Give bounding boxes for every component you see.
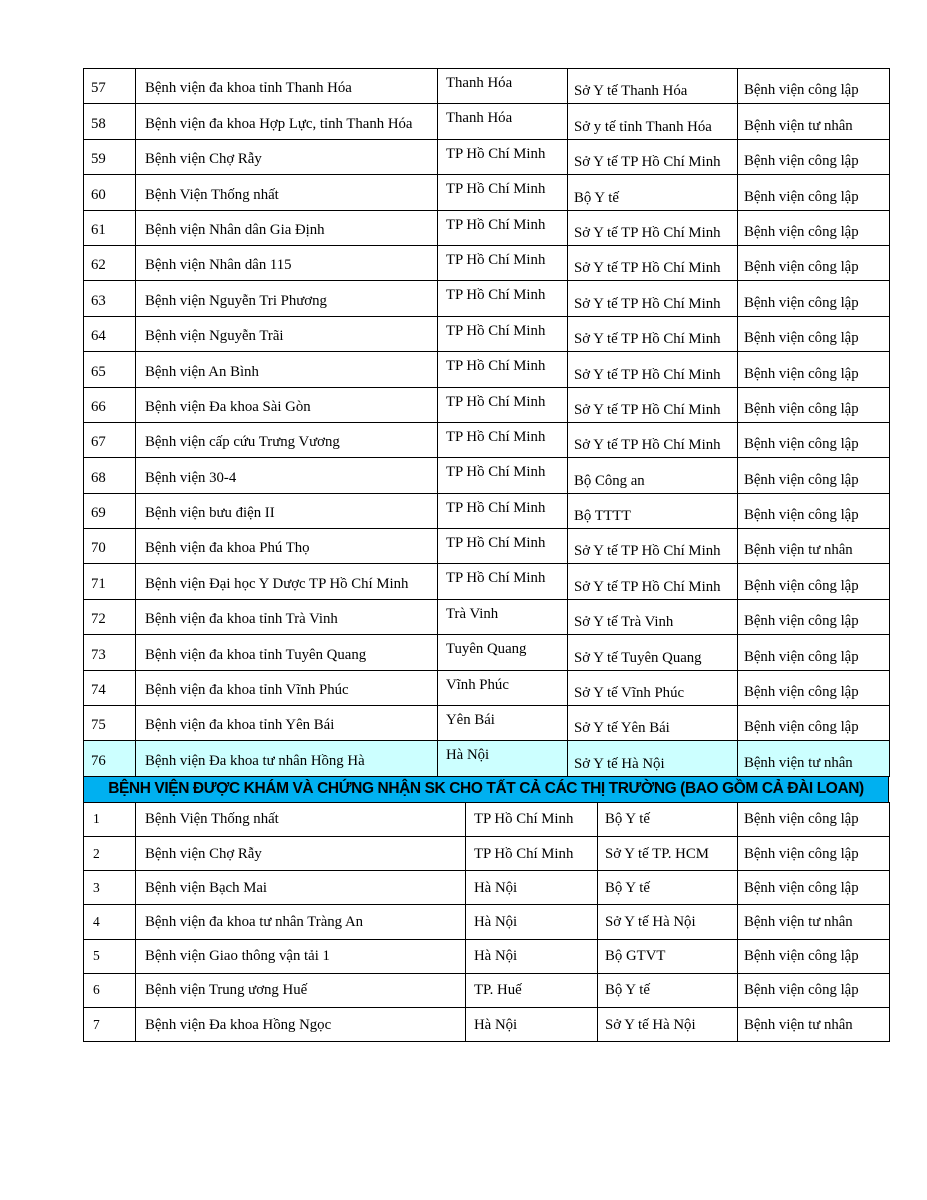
cell-no: 74: [84, 670, 136, 705]
table-row: [84, 422, 890, 457]
hospital-table-continued-body: [84, 69, 890, 777]
cell-name: Bệnh viện Giao thông vận tải 1: [136, 939, 466, 973]
cell-name: Bệnh viện bưu điện II: [136, 493, 438, 528]
table-row: [84, 837, 890, 871]
cell-province: TP Hồ Chí Minh: [438, 529, 568, 564]
table-row: [84, 871, 890, 905]
table-row: [84, 139, 890, 174]
cell-authority: Bộ GTVT: [598, 939, 738, 973]
cell-authority: Sở Y tế Yên Bái: [568, 706, 738, 741]
table-row: [84, 69, 890, 104]
cell-no: 7: [84, 1007, 136, 1041]
cell-name: Bệnh viện Đa khoa tư nhân Hồng Hà: [136, 741, 438, 776]
table-row: [84, 939, 890, 973]
cell-name: Bệnh viện Đa khoa Hồng Ngọc: [136, 1007, 466, 1041]
table-row: [84, 175, 890, 210]
cell-type: Bệnh viện công lập: [738, 245, 890, 280]
cell-no: 1: [84, 802, 136, 836]
cell-no: 63: [84, 281, 136, 316]
table-row: [84, 670, 890, 705]
cell-province: TP Hồ Chí Minh: [438, 493, 568, 528]
cell-authority: Sở Y tế Thanh Hóa: [568, 69, 738, 104]
cell-province: TP Hồ Chí Minh: [438, 210, 568, 245]
hospital-table-continued: [83, 68, 890, 777]
cell-type: Bệnh viện tư nhân: [738, 741, 890, 776]
cell-province: TP Hồ Chí Minh: [466, 802, 598, 836]
cell-no: 66: [84, 387, 136, 422]
cell-authority: Sở Y tế TP Hồ Chí Minh: [568, 281, 738, 316]
cell-province: Trà Vinh: [438, 599, 568, 634]
table-row: [84, 281, 890, 316]
cell-authority: Sở Y tế TP Hồ Chí Minh: [568, 387, 738, 422]
cell-no: 5: [84, 939, 136, 973]
cell-province: Hà Nội: [466, 871, 598, 905]
cell-no: 75: [84, 706, 136, 741]
cell-province: TP Hồ Chí Minh: [438, 139, 568, 174]
cell-authority: Sở Y tế Trà Vinh: [568, 599, 738, 634]
cell-province: TP Hồ Chí Minh: [438, 245, 568, 280]
cell-authority: Sở Y tế Vĩnh Phúc: [568, 670, 738, 705]
cell-name: Bệnh viện 30-4: [136, 458, 438, 493]
cell-type: Bệnh viện công lập: [738, 670, 890, 705]
cell-province: TP Hồ Chí Minh: [438, 458, 568, 493]
cell-province: TP Hồ Chí Minh: [438, 387, 568, 422]
cell-province: Hà Nội: [466, 905, 598, 939]
cell-type: Bệnh viện công lập: [738, 352, 890, 387]
table-row: [84, 245, 890, 280]
cell-province: Thanh Hóa: [438, 69, 568, 104]
section-header-title: BỆNH VIỆN ĐƯỢC KHÁM VÀ CHỨNG NHẬN SK CHO TẤT CẢ CÁC THỊ TRƯỜNG (BAO GỒM CẢ ĐÀI LOAN): [108, 780, 864, 798]
cell-no: 61: [84, 210, 136, 245]
cell-no: 59: [84, 139, 136, 174]
cell-no: 60: [84, 175, 136, 210]
table-row: [84, 599, 890, 634]
cell-province: TP Hồ Chí Minh: [438, 316, 568, 351]
cell-name: Bệnh viện Đa khoa Sài Gòn: [136, 387, 438, 422]
table-row: [84, 493, 890, 528]
cell-province: TP Hồ Chí Minh: [466, 837, 598, 871]
cell-type: Bệnh viện tư nhân: [738, 905, 890, 939]
cell-province: TP Hồ Chí Minh: [438, 175, 568, 210]
cell-name: Bệnh viện đa khoa tư nhân Tràng An: [136, 905, 466, 939]
cell-authority: Bộ TTTT: [568, 493, 738, 528]
cell-type: Bệnh viện công lập: [738, 69, 890, 104]
cell-name: Bệnh viện Chợ Rẫy: [136, 139, 438, 174]
cell-name: Bệnh viện đa khoa tỉnh Thanh Hóa: [136, 69, 438, 104]
cell-type: Bệnh viện công lập: [738, 316, 890, 351]
hospital-table-all-markets-body: [84, 802, 890, 1041]
cell-authority: Sở Y tế Tuyên Quang: [568, 635, 738, 670]
cell-province: Vĩnh Phúc: [438, 670, 568, 705]
cell-no: 71: [84, 564, 136, 599]
cell-province: TP Hồ Chí Minh: [438, 564, 568, 599]
cell-authority: Sở Y tế TP Hồ Chí Minh: [568, 422, 738, 457]
cell-name: Bệnh viện Nhân dân Gia Định: [136, 210, 438, 245]
cell-authority: Sở Y tế TP Hồ Chí Minh: [568, 564, 738, 599]
cell-province: Hà Nội: [466, 939, 598, 973]
cell-type: Bệnh viện công lập: [738, 493, 890, 528]
table-row: [84, 802, 890, 836]
cell-type: Bệnh viện công lập: [738, 458, 890, 493]
cell-no: 68: [84, 458, 136, 493]
hospital-tables-container: [83, 68, 889, 1042]
cell-name: Bệnh Viện Thống nhất: [136, 802, 466, 836]
table-row: [84, 316, 890, 351]
cell-province: Thanh Hóa: [438, 104, 568, 139]
cell-no: 6: [84, 973, 136, 1007]
cell-authority: Bộ Y tế: [598, 871, 738, 905]
cell-province: Yên Bái: [438, 706, 568, 741]
table-row: [84, 104, 890, 139]
cell-no: 57: [84, 69, 136, 104]
cell-type: Bệnh viện tư nhân: [738, 104, 890, 139]
cell-no: 72: [84, 599, 136, 634]
section-header-banner: [83, 776, 889, 803]
cell-authority: Sở Y tế TP Hồ Chí Minh: [568, 139, 738, 174]
cell-authority: Sở Y tế TP. HCM: [598, 837, 738, 871]
cell-no: 73: [84, 635, 136, 670]
table-row: [84, 564, 890, 599]
cell-type: Bệnh viện công lập: [738, 564, 890, 599]
hospital-table-all-markets: [83, 802, 890, 1042]
cell-no: 65: [84, 352, 136, 387]
cell-authority: Sở Y tế TP Hồ Chí Minh: [568, 245, 738, 280]
cell-no: 4: [84, 905, 136, 939]
table-row: [84, 210, 890, 245]
table-row: [84, 458, 890, 493]
table-row: [84, 529, 890, 564]
cell-type: Bệnh viện công lập: [738, 802, 890, 836]
cell-authority: Sở Y tế TP Hồ Chí Minh: [568, 352, 738, 387]
cell-type: Bệnh viện công lập: [738, 175, 890, 210]
cell-type: Bệnh viện tư nhân: [738, 529, 890, 564]
cell-name: Bệnh Viện Thống nhất: [136, 175, 438, 210]
cell-name: Bệnh viện đa khoa tỉnh Trà Vinh: [136, 599, 438, 634]
table-row: [84, 706, 890, 741]
cell-province: TP Hồ Chí Minh: [438, 281, 568, 316]
cell-type: Bệnh viện công lập: [738, 635, 890, 670]
cell-province: Hà Nội: [466, 1007, 598, 1041]
cell-authority: Sở Y tế TP Hồ Chí Minh: [568, 529, 738, 564]
cell-province: TP Hồ Chí Minh: [438, 422, 568, 457]
cell-name: Bệnh viện đa khoa tỉnh Yên Bái: [136, 706, 438, 741]
cell-authority: Bộ Y tế: [598, 802, 738, 836]
cell-province: Hà Nội: [438, 741, 568, 776]
cell-type: Bệnh viện công lập: [738, 871, 890, 905]
table-row: [84, 973, 890, 1007]
cell-name: Bệnh viện đa khoa tỉnh Vĩnh Phúc: [136, 670, 438, 705]
cell-type: Bệnh viện công lập: [738, 281, 890, 316]
cell-no: 76: [84, 741, 136, 776]
cell-no: 70: [84, 529, 136, 564]
cell-name: Bệnh viện đa khoa Phú Thọ: [136, 529, 438, 564]
cell-name: Bệnh viện Nhân dân 115: [136, 245, 438, 280]
cell-authority: Bộ Y tế: [568, 175, 738, 210]
cell-name: Bệnh viện Nguyễn Tri Phương: [136, 281, 438, 316]
table-row: [84, 387, 890, 422]
cell-type: Bệnh viện tư nhân: [738, 1007, 890, 1041]
cell-no: 2: [84, 837, 136, 871]
cell-authority: Sở Y tế Hà Nội: [568, 741, 738, 776]
cell-name: Bệnh viện cấp cứu Trưng Vương: [136, 422, 438, 457]
cell-authority: Sở y tế tỉnh Thanh Hóa: [568, 104, 738, 139]
cell-no: 58: [84, 104, 136, 139]
cell-name: Bệnh viện Chợ Rẫy: [136, 837, 466, 871]
cell-authority: Sở Y tế TP Hồ Chí Minh: [568, 316, 738, 351]
cell-name: Bệnh viện Nguyễn Trãi: [136, 316, 438, 351]
cell-province: TP. Huế: [466, 973, 598, 1007]
cell-no: 3: [84, 871, 136, 905]
table-row: [84, 352, 890, 387]
cell-no: 67: [84, 422, 136, 457]
cell-type: Bệnh viện công lập: [738, 139, 890, 174]
cell-authority: Bộ Công an: [568, 458, 738, 493]
cell-type: Bệnh viện công lập: [738, 973, 890, 1007]
cell-name: Bệnh viện đa khoa Hợp Lực, tỉnh Thanh Hóa: [136, 104, 438, 139]
cell-type: Bệnh viện công lập: [738, 422, 890, 457]
table-row: [84, 905, 890, 939]
table-row: [84, 635, 890, 670]
cell-no: 64: [84, 316, 136, 351]
cell-name: Bệnh viện đa khoa tỉnh Tuyên Quang: [136, 635, 438, 670]
cell-province: Tuyên Quang: [438, 635, 568, 670]
cell-name: Bệnh viện An Bình: [136, 352, 438, 387]
cell-type: Bệnh viện công lập: [738, 939, 890, 973]
cell-authority: Sở Y tế TP Hồ Chí Minh: [568, 210, 738, 245]
cell-no: 69: [84, 493, 136, 528]
cell-name: Bệnh viện Đại học Y Dược TP Hồ Chí Minh: [136, 564, 438, 599]
cell-type: Bệnh viện công lập: [738, 599, 890, 634]
cell-type: Bệnh viện công lập: [738, 387, 890, 422]
table-row: [84, 741, 890, 776]
cell-type: Bệnh viện công lập: [738, 210, 890, 245]
cell-authority: Sở Y tế Hà Nội: [598, 1007, 738, 1041]
cell-type: Bệnh viện công lập: [738, 706, 890, 741]
cell-authority: Bộ Y tế: [598, 973, 738, 1007]
cell-authority: Sở Y tế Hà Nội: [598, 905, 738, 939]
cell-no: 62: [84, 245, 136, 280]
cell-name: Bệnh viện Trung ương Huế: [136, 973, 466, 1007]
table-row: [84, 1007, 890, 1041]
cell-name: Bệnh viện Bạch Mai: [136, 871, 466, 905]
cell-province: TP Hồ Chí Minh: [438, 352, 568, 387]
cell-type: Bệnh viện công lập: [738, 837, 890, 871]
